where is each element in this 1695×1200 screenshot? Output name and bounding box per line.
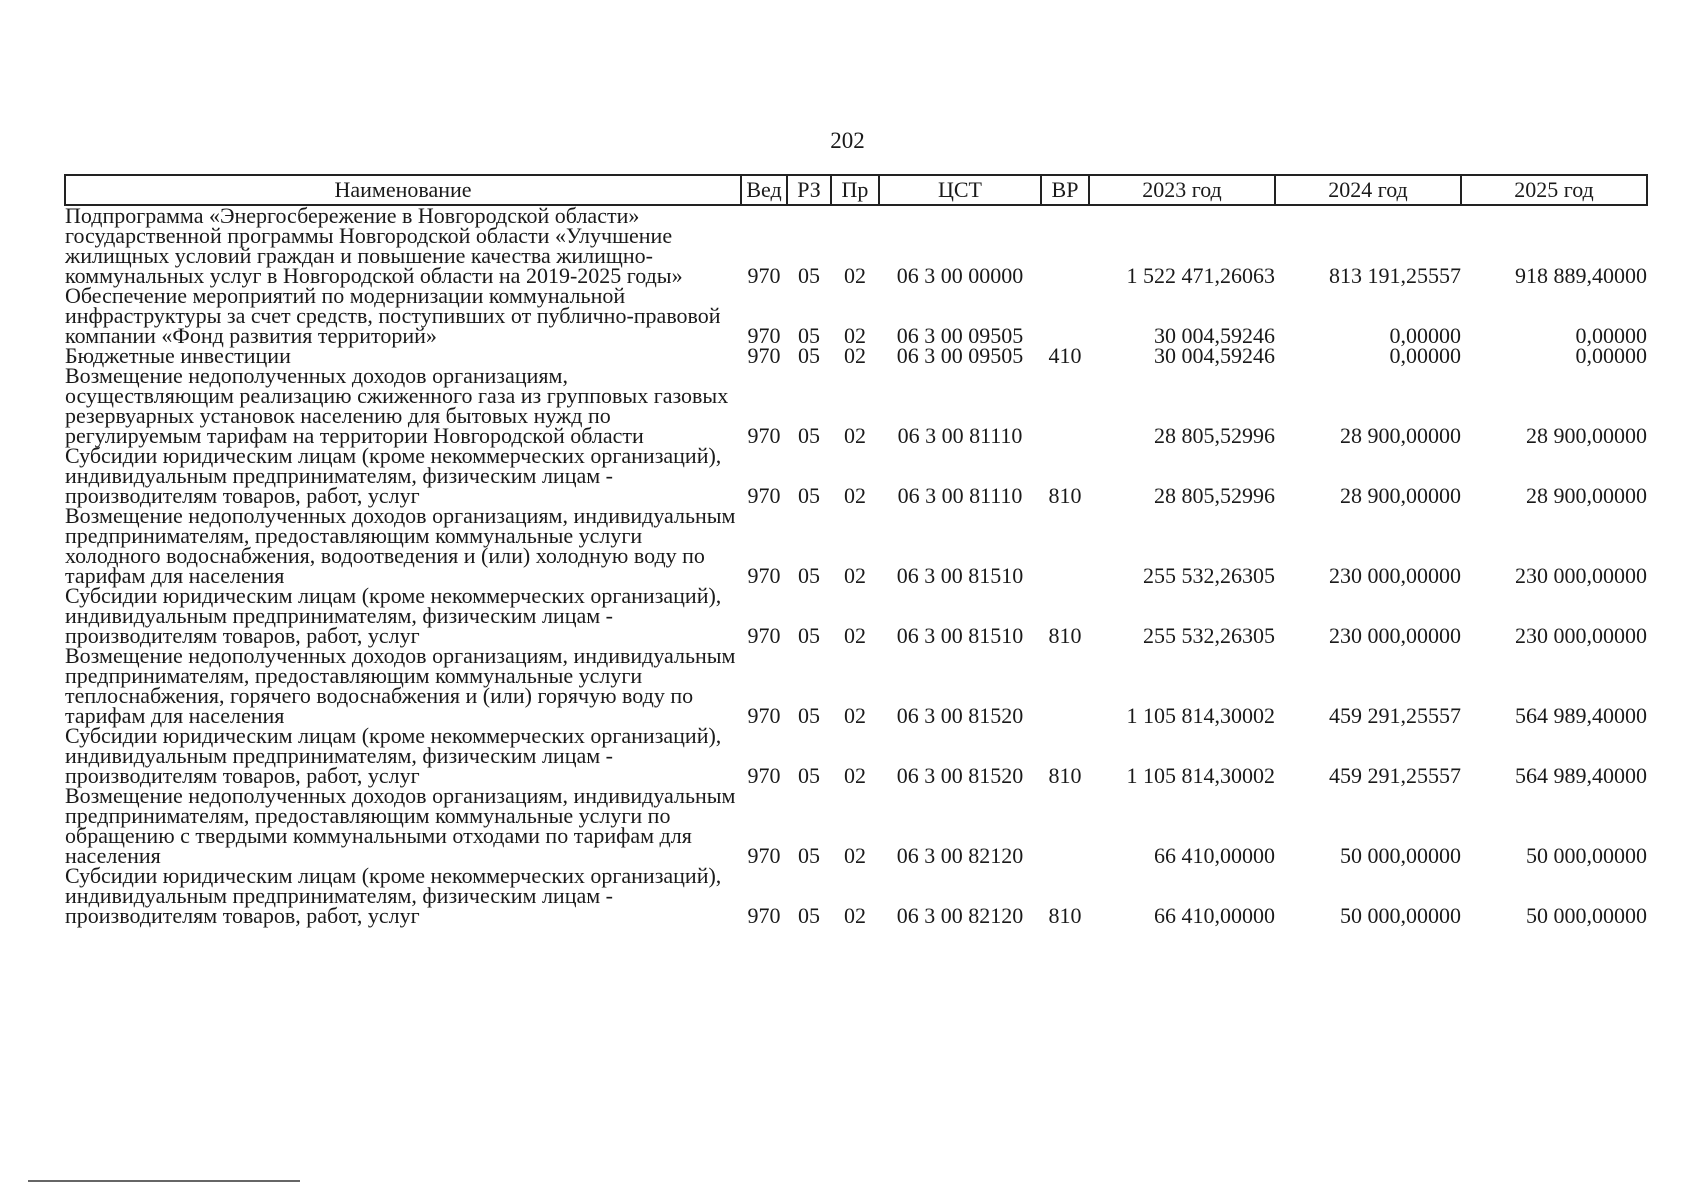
row-2024: 0,00000 <box>1389 323 1461 348</box>
row-name: Субсидии юридическим лицам (кроме некоммерческих организаций), индивидуальным предпринимателям, физическим лицам - производителям товаров, работ, услуг <box>65 723 722 788</box>
row-rz: 05 <box>798 343 820 368</box>
row-2024: 230 000,00000 <box>1329 563 1461 588</box>
row-2023: 28 805,52996 <box>1154 423 1275 448</box>
row-2025: 50 000,00000 <box>1526 903 1647 928</box>
row-name: Подпрограмма «Энергосбережение в Новгородской области» государственной программы Новгородской области «Улучшение жилищных условий граждан и повышение качества жилищно-коммунальных услуг в Новгородской области на 2019-2025 годы» <box>65 203 683 288</box>
row-2025: 28 900,00000 <box>1526 483 1647 508</box>
row-2025: 564 989,40000 <box>1515 763 1647 788</box>
row-name: Бюджетные инвестиции <box>65 343 291 368</box>
row-pr: 02 <box>844 703 866 728</box>
row-ved: 970 <box>747 323 781 348</box>
row-2025: 0,00000 <box>1575 343 1647 368</box>
row-pr: 02 <box>844 903 866 928</box>
page-number: 202 <box>830 128 865 153</box>
row-vr <box>1041 506 1089 586</box>
row-rz: 05 <box>798 263 820 288</box>
row-pr: 02 <box>844 423 866 448</box>
row-2025: 0,00000 <box>1575 323 1647 348</box>
row-name: Обеспечение мероприятий по модернизации коммунальной инфраструктуры за счет средств, поступивших от публично-правовой компании «Фонд развития территорий» <box>65 283 721 348</box>
row-vr: 810 <box>1048 483 1082 508</box>
table-row <box>65 205 1647 286</box>
table-row <box>65 446 1647 506</box>
header-2024: 2024 год <box>1275 175 1461 205</box>
row-name: Возмещение недополученных доходов организациям, осуществляющим реализацию сжиженного газа из групповых газовых резервуарных установок населению для бытовых нужд по регулируемым тарифам на территории Новгородской области <box>65 363 729 448</box>
row-vr <box>1041 786 1089 866</box>
row-vr <box>1041 205 1089 286</box>
header-2025: 2025 год <box>1461 175 1647 205</box>
row-rz: 05 <box>798 903 820 928</box>
row-ved: 970 <box>747 423 781 448</box>
table-body <box>65 205 1647 926</box>
row-pr: 02 <box>844 263 866 288</box>
row-rz: 05 <box>798 843 820 868</box>
row-cst: 06 3 00 82120 <box>896 903 1024 928</box>
row-pr: 02 <box>844 563 866 588</box>
row-ved: 970 <box>747 623 781 648</box>
row-rz: 05 <box>798 703 820 728</box>
row-2024: 50 000,00000 <box>1340 843 1461 868</box>
row-2024: 230 000,00000 <box>1329 623 1461 648</box>
row-cst: 06 3 00 81110 <box>897 423 1023 448</box>
table-row <box>65 866 1647 926</box>
row-cst: 06 3 00 81110 <box>897 483 1023 508</box>
budget-table <box>64 174 1648 926</box>
row-name: Возмещение недополученных доходов организациям, индивидуальным предпринимателям, предоставляющим коммунальные услуги теплоснабжения, горячего водоснабжения и (или) горячую воду по тарифам для населения <box>65 643 736 728</box>
row-name: Возмещение недополученных доходов организациям, индивидуальным предпринимателям, предоставляющим коммунальные услуги холодного водоснабжения, водоотведения и (или) холодную воду по тарифам для населения <box>65 503 736 588</box>
row-cst: 06 3 00 81510 <box>896 563 1024 588</box>
row-ved: 970 <box>747 843 781 868</box>
row-2024: 459 291,25557 <box>1329 703 1461 728</box>
table-row <box>65 786 1647 866</box>
row-pr: 02 <box>844 343 866 368</box>
row-2023: 66 410,00000 <box>1154 903 1275 928</box>
row-ved: 970 <box>747 563 781 588</box>
header-vr: ВР <box>1041 175 1089 205</box>
header-rz: РЗ <box>787 175 831 205</box>
row-2025: 230 000,00000 <box>1515 563 1647 588</box>
row-ved: 970 <box>747 263 781 288</box>
row-2023: 66 410,00000 <box>1154 843 1275 868</box>
row-name: Субсидии юридическим лицам (кроме некоммерческих организаций), индивидуальным предпринимателям, физическим лицам - производителям товаров, работ, услуг <box>65 863 722 928</box>
row-cst: 06 3 00 09505 <box>896 343 1024 368</box>
table-row <box>65 366 1647 446</box>
row-vr <box>1041 646 1089 726</box>
header-cst: ЦСТ <box>879 175 1041 205</box>
row-2023: 30 004,59246 <box>1154 343 1275 368</box>
row-cst: 06 3 00 82120 <box>896 843 1024 868</box>
row-cst: 06 3 00 81510 <box>896 623 1024 648</box>
row-vr <box>1041 366 1089 446</box>
row-ved: 970 <box>747 703 781 728</box>
row-rz: 05 <box>798 563 820 588</box>
row-pr: 02 <box>844 763 866 788</box>
row-vr: 810 <box>1048 623 1082 648</box>
row-2023: 30 004,59246 <box>1154 323 1275 348</box>
row-pr: 02 <box>844 323 866 348</box>
row-ved: 970 <box>747 763 781 788</box>
row-name: Субсидии юридическим лицам (кроме некоммерческих организаций), индивидуальным предпринимателям, физическим лицам - производителям товаров, работ, услуг <box>65 443 722 508</box>
row-name: Субсидии юридическим лицам (кроме некоммерческих организаций), индивидуальным предпринимателям, физическим лицам - производителям товаров, работ, услуг <box>65 583 722 648</box>
row-2023: 1 105 814,30002 <box>1126 703 1275 728</box>
table-row <box>65 646 1647 726</box>
header-ved: Вед <box>741 175 787 205</box>
row-ved: 970 <box>747 483 781 508</box>
row-vr <box>1041 286 1089 346</box>
row-rz: 05 <box>798 763 820 788</box>
row-2025: 918 889,40000 <box>1515 263 1647 288</box>
row-2024: 0,00000 <box>1389 343 1461 368</box>
row-cst: 06 3 00 81520 <box>896 703 1024 728</box>
table-row <box>65 726 1647 786</box>
row-2023: 28 805,52996 <box>1154 483 1275 508</box>
row-cst: 06 3 00 09505 <box>896 323 1024 348</box>
row-2023: 1 105 814,30002 <box>1126 763 1275 788</box>
row-cst: 06 3 00 00000 <box>896 263 1024 288</box>
table-row <box>65 506 1647 586</box>
row-2024: 28 900,00000 <box>1340 483 1461 508</box>
header-pr: Пр <box>831 175 879 205</box>
row-vr: 810 <box>1048 763 1082 788</box>
row-rz: 05 <box>798 623 820 648</box>
row-2025: 564 989,40000 <box>1515 703 1647 728</box>
row-name: Возмещение недополученных доходов организациям, индивидуальным предпринимателям, предоставляющим коммунальные услуги по обращению с твердыми коммунальными отходами по тарифам для населения <box>65 783 736 868</box>
row-2024: 813 191,25557 <box>1329 263 1461 288</box>
row-2025: 230 000,00000 <box>1515 623 1647 648</box>
row-2024: 50 000,00000 <box>1340 903 1461 928</box>
header-2023: 2023 год <box>1089 175 1275 205</box>
row-vr: 810 <box>1048 903 1082 928</box>
row-rz: 05 <box>798 323 820 348</box>
table-row <box>65 286 1647 346</box>
row-2025: 28 900,00000 <box>1526 423 1647 448</box>
row-vr: 410 <box>1048 343 1082 368</box>
row-pr: 02 <box>844 483 866 508</box>
row-pr: 02 <box>844 623 866 648</box>
header-name: Наименование <box>65 175 741 205</box>
row-ved: 970 <box>747 343 781 368</box>
row-2023: 255 532,26305 <box>1143 563 1275 588</box>
row-cst: 06 3 00 81520 <box>896 763 1024 788</box>
footer-rule <box>28 1180 300 1182</box>
table-row <box>65 586 1647 646</box>
row-2023: 255 532,26305 <box>1143 623 1275 648</box>
row-ved: 970 <box>747 903 781 928</box>
table-header <box>65 175 1647 205</box>
row-2024: 28 900,00000 <box>1340 423 1461 448</box>
row-2023: 1 522 471,26063 <box>1126 263 1275 288</box>
row-rz: 05 <box>798 423 820 448</box>
row-pr: 02 <box>844 843 866 868</box>
row-2025: 50 000,00000 <box>1526 843 1647 868</box>
row-2024: 459 291,25557 <box>1329 763 1461 788</box>
row-rz: 05 <box>798 483 820 508</box>
